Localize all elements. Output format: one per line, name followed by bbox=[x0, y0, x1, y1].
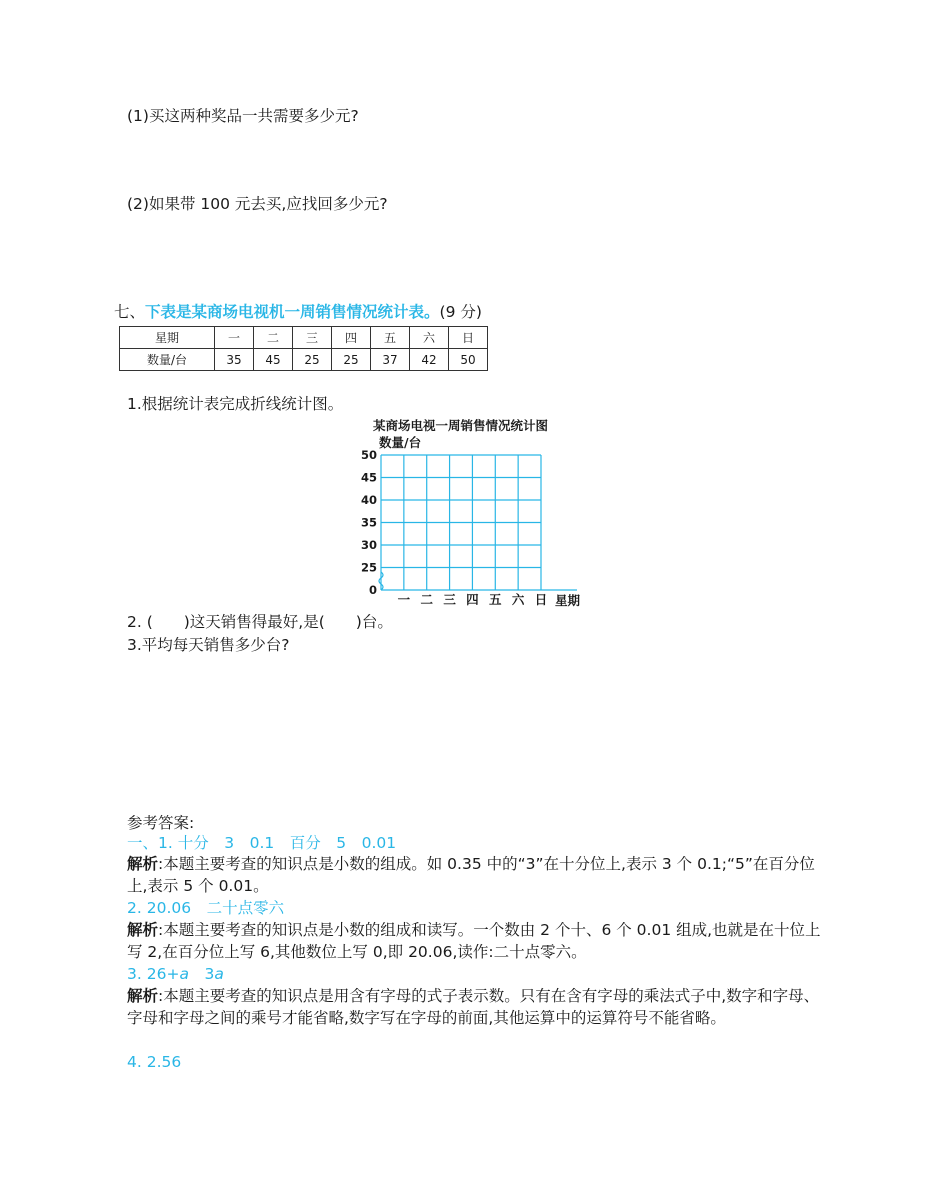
answers-heading: 参考答案: bbox=[127, 814, 195, 832]
table-cell: 四 bbox=[332, 327, 371, 349]
x-tick-label: 一 bbox=[397, 592, 411, 607]
table-cell: 50 bbox=[449, 349, 488, 371]
table-cell: 42 bbox=[410, 349, 449, 371]
section-7-prefix: 七、 bbox=[114, 303, 146, 321]
explanation-3 bbox=[127, 985, 827, 1029]
explanation-1 bbox=[127, 853, 827, 897]
explanation-text: :本题主要考查的知识点是小数的组成和读写。一个数由 2 个十、6 个 0.01 组成,也就是在十位上写 2,在百分位上写 6,其他数位上写 0,即 20.06,读作:二十点零六。 bbox=[127, 921, 821, 961]
answer-3-variable: a bbox=[179, 965, 189, 983]
table-cell: 25 bbox=[332, 349, 371, 371]
table-cell: 45 bbox=[254, 349, 293, 371]
sub-question-3: 3.平均每天销售多少台? bbox=[127, 636, 290, 654]
explanation-label: 解析 bbox=[127, 855, 159, 873]
y-tick-label: 30 bbox=[360, 538, 377, 552]
y-tick-label: 45 bbox=[360, 470, 377, 485]
y-tick-label: 0 bbox=[368, 583, 377, 597]
y-tick-label: 40 bbox=[360, 493, 377, 507]
explanation-text: :本题主要考查的知识点是小数的组成。如 0.35 中的“3”在十分位上,表示 3 个 0.1;“5”在百分位上,表示 5 个 0.01。 bbox=[127, 855, 815, 895]
chart-xlabel: 星期 bbox=[555, 593, 581, 608]
table-cell: 25 bbox=[293, 349, 332, 371]
table-cell: 六 bbox=[410, 327, 449, 349]
explanation-2 bbox=[127, 919, 827, 963]
x-tick-label: 五 bbox=[489, 592, 502, 607]
answer-3-prefix: 3. 26+ bbox=[127, 965, 180, 983]
chart-title: 某商场电视一周销售情况统计图 bbox=[373, 418, 549, 433]
answer-3 bbox=[127, 963, 224, 985]
sub-question-2: 2. ( )这天销售得最好,是( )台。 bbox=[127, 613, 393, 631]
table-cell: 35 bbox=[215, 349, 254, 371]
question-1: (1)买这两种奖品一共需要多少元? bbox=[127, 107, 359, 125]
answer-4: 4. 2.56 bbox=[127, 1053, 182, 1071]
table-header-cell: 星期 bbox=[120, 327, 215, 349]
section-7-score: (9 分) bbox=[439, 303, 482, 321]
section-7-title: 下表是某商场电视机一周销售情况统计表。 bbox=[145, 303, 440, 321]
section-7-heading bbox=[114, 301, 482, 323]
table-cell: 五 bbox=[371, 327, 410, 349]
table-cell: 二 bbox=[254, 327, 293, 349]
explanation-label: 解析 bbox=[127, 921, 159, 939]
table-cell: 日 bbox=[449, 327, 488, 349]
table-cell: 三 bbox=[293, 327, 332, 349]
explanation-text: :本题主要考查的知识点是用含有字母的式子表示数。只有在含有字母的乘法式子中,数字和字母、字母和字母之间的乘号才能省略,数字写在字母的前面,其他运算中的运算符号不能省略。 bbox=[127, 987, 820, 1027]
table-row bbox=[120, 327, 488, 349]
line-chart-grid bbox=[340, 412, 600, 612]
x-tick-label: 三 bbox=[443, 592, 456, 607]
y-tick-label: 50 bbox=[360, 448, 377, 462]
x-tick-label: 二 bbox=[420, 592, 433, 607]
answer-1: 一、1. 十分 3 0.1 百分 5 0.01 bbox=[127, 834, 397, 852]
y-tick-label: 35 bbox=[360, 515, 377, 530]
sub-question-1: 1.根据统计表完成折线统计图。 bbox=[127, 395, 344, 413]
answer-2: 2. 20.06 二十点零六 bbox=[127, 899, 285, 917]
table-cell: 37 bbox=[371, 349, 410, 371]
table-header-cell: 数量/台 bbox=[120, 349, 215, 371]
x-tick-label: 四 bbox=[466, 592, 479, 607]
x-tick-label: 日 bbox=[534, 592, 548, 607]
explanation-label: 解析 bbox=[127, 987, 159, 1005]
sales-table bbox=[119, 326, 488, 371]
chart-ylabel: 数量/台 bbox=[379, 435, 422, 450]
table-cell: 一 bbox=[215, 327, 254, 349]
y-tick-label: 25 bbox=[360, 560, 377, 575]
x-tick-label: 六 bbox=[511, 592, 525, 607]
question-2: (2)如果带 100 元去买,应找回多少元? bbox=[127, 195, 388, 213]
table-row bbox=[120, 349, 488, 371]
answer-3-variable-2: a bbox=[214, 965, 224, 983]
answer-3-mid: 3 bbox=[188, 965, 215, 983]
